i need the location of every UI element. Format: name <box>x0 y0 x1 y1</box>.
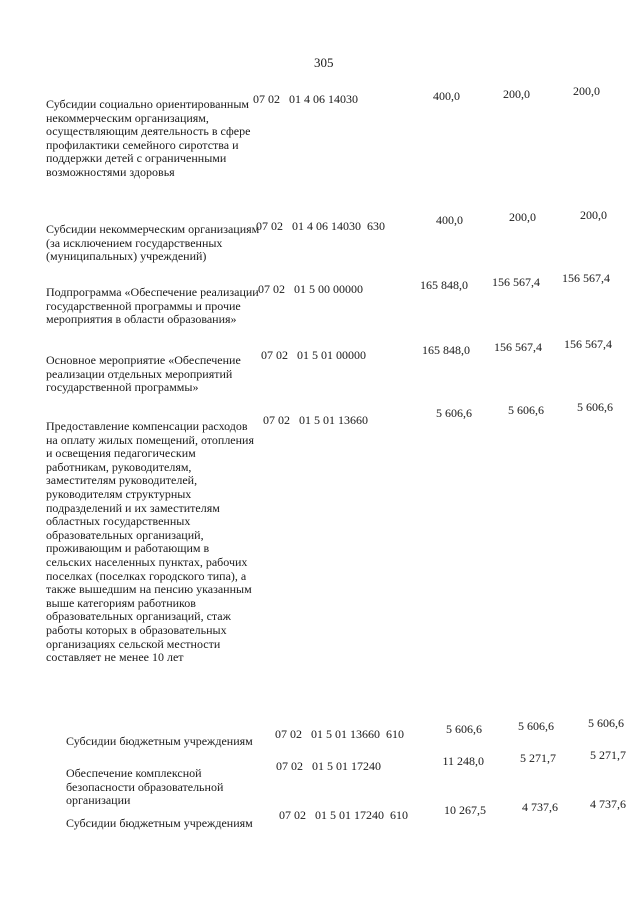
row-description: Субсидии бюджетным учреждениям <box>66 734 253 748</box>
row-description: Обеспечение комплексной безопасности образовательной организации <box>66 766 224 808</box>
row-value-1: 5 606,6 <box>446 722 482 736</box>
row-code: 07 02 01 4 06 14030 630 <box>256 219 385 233</box>
row-value-1: 5 606,6 <box>436 406 472 420</box>
row-description: Субсидии некоммерческим организациям (за исключением государственных (муниципальных) учреждений) <box>46 222 260 264</box>
row-description: Субсидии бюджетным учреждениям <box>66 816 253 830</box>
row-value-1: 165 848,0 <box>420 278 468 292</box>
row-value-2: 156 567,4 <box>492 275 540 289</box>
row-description: Подпрограмма «Обеспечение реализации государственной программы и прочие мероприятия в области образования» <box>46 285 259 327</box>
row-value-3: 200,0 <box>573 84 600 98</box>
page-number: 305 <box>314 55 334 70</box>
row-value-1: 400,0 <box>436 213 463 227</box>
row-value-2: 156 567,4 <box>494 340 542 354</box>
row-value-2: 5 606,6 <box>518 719 554 733</box>
row-value-2: 200,0 <box>509 210 536 224</box>
row-value-3: 156 567,4 <box>562 271 610 285</box>
row-code: 07 02 01 5 01 13660 610 <box>275 727 404 741</box>
row-value-2: 200,0 <box>503 87 530 101</box>
row-description: Основное мероприятие «Обеспечение реализации отдельных мероприятий государственной программы» <box>46 353 241 395</box>
row-value-3: 200,0 <box>580 208 607 222</box>
row-value-2: 4 737,6 <box>522 800 558 814</box>
row-value-3: 156 567,4 <box>564 337 612 351</box>
row-value-3: 5 271,7 <box>590 748 626 762</box>
row-value-2: 5 606,6 <box>508 403 544 417</box>
row-code: 07 02 01 4 06 14030 <box>253 92 358 106</box>
row-code: 07 02 01 5 01 17240 <box>276 759 381 773</box>
row-value-3: 4 737,6 <box>590 797 626 811</box>
row-value-3: 5 606,6 <box>588 716 624 730</box>
row-value-2: 5 271,7 <box>520 751 556 765</box>
row-value-1: 400,0 <box>433 89 460 103</box>
row-value-1: 10 267,5 <box>444 803 486 817</box>
row-value-1: 165 848,0 <box>422 343 470 357</box>
row-code: 07 02 01 5 01 13660 <box>263 413 368 427</box>
row-description: Субсидии социально ориентированным некоммерческим организациям, осуществляющим деятельность в сфере профилактики семейного сиротства и поддержки детей с ограниченными возможностями здоровья <box>46 97 251 179</box>
row-code: 07 02 01 5 01 17240 610 <box>279 808 408 822</box>
row-code: 07 02 01 5 01 00000 <box>261 348 366 362</box>
row-value-1: 11 248,0 <box>442 754 484 768</box>
row-description: Предоставление компенсации расходов на оплату жилых помещений, отопления и освещения педагогическим работникам, руководителям, заместителям руководителей, руководителям структурных подразделений и их заместителям областных государственных образовательных организаций, проживающим и работающим в сельских населенных пунктах, рабочих поселках (поселках городского типа), а также вышедшим на пенсию указанным выше категориям работников образовательных организаций, стаж работы которых в образовательных организациях сельской местности составляет не менее 10 лет <box>46 419 254 665</box>
row-code: 07 02 01 5 00 00000 <box>258 282 363 296</box>
row-value-3: 5 606,6 <box>577 400 613 414</box>
